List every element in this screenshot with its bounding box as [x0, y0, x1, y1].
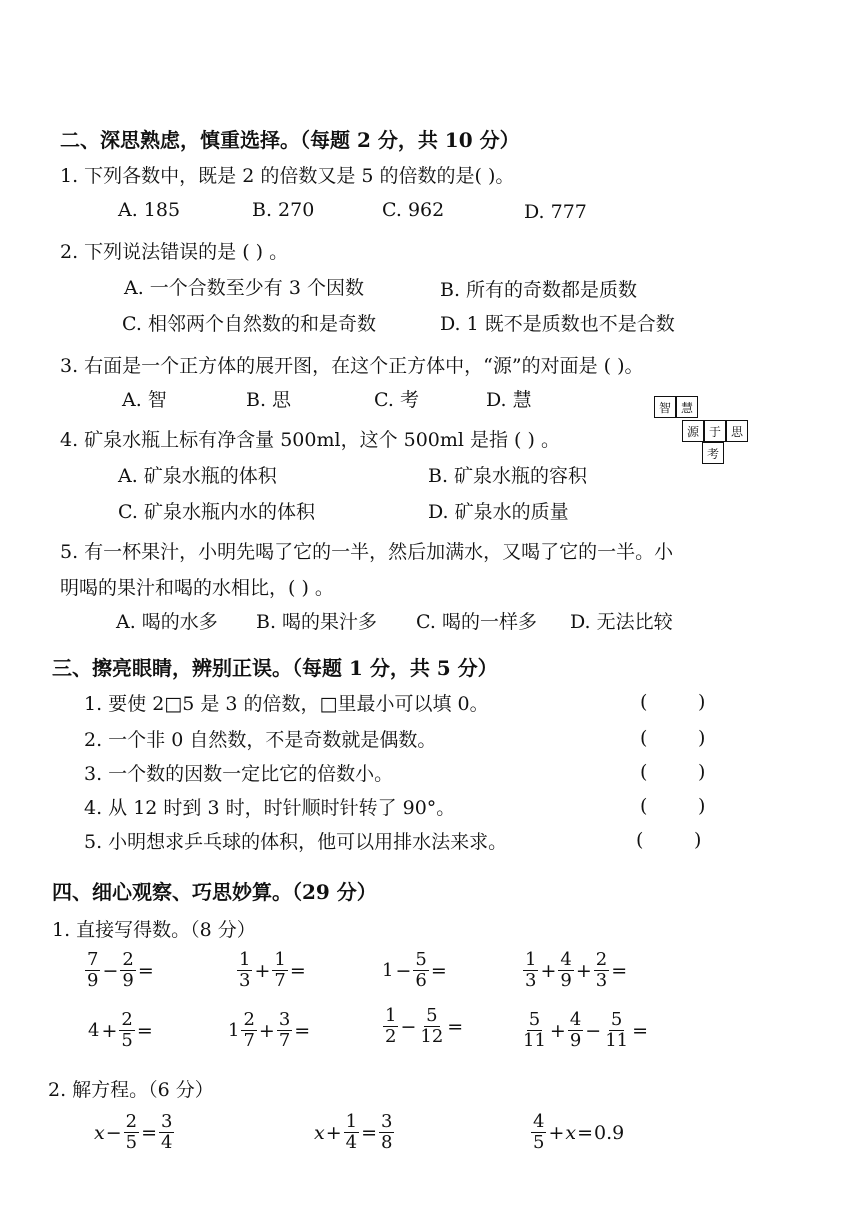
q4-option-a: A. 矿泉水瓶的体积 — [118, 465, 277, 487]
q1-option-d: D. 777 — [524, 201, 587, 223]
equals-sign: = — [137, 959, 154, 982]
judge-4-paren-left: ( — [640, 795, 648, 817]
whole-number: 1 — [382, 960, 394, 981]
question-4-stem: 4. 矿泉水瓶上标有净含量 500ml，这个 500ml 是指 ( ) 。 — [60, 429, 560, 451]
frac-den: 9 — [122, 970, 134, 991]
q3-option-a: A. 智 — [122, 389, 167, 411]
calc-r2c4 — [520, 1010, 649, 1051]
calc-r1c2 — [236, 950, 307, 991]
net-cell-si: 思 — [726, 420, 748, 442]
frac-den: 11 — [523, 1030, 546, 1051]
frac-num: 3 — [381, 1111, 393, 1132]
frac-den: 4 — [345, 1132, 358, 1153]
q3-option-c: C. 考 — [374, 389, 419, 411]
operator: + — [325, 1121, 342, 1144]
section-3-heading: 三、擦亮眼睛，辨别正误。（每题 1 分，共 5 分） — [52, 656, 498, 680]
judge-item-4: 4. 从 12 时到 3 时，时针顺时针转了 90°。 — [84, 797, 456, 819]
frac-num: 5 — [528, 1009, 541, 1030]
calc-r2c3 — [382, 1006, 464, 1047]
frac-num: 5 — [426, 1005, 438, 1026]
frac-num: 1 — [274, 949, 286, 970]
judge-1-paren-right: ) — [698, 691, 706, 713]
judge-5-paren-left: ( — [636, 829, 644, 851]
q2-option-b: B. 所有的奇数都是质数 — [440, 279, 638, 301]
frac-num: 5 — [610, 1009, 623, 1030]
solve-equation-subheading: 2. 解方程。（6 分） — [48, 1079, 214, 1101]
operator: − — [105, 1121, 122, 1144]
q5-option-a: A. 喝的水多 — [116, 611, 218, 633]
judge-2-paren-left: ( — [640, 727, 648, 749]
judge-item-2: 2. 一个非 0 自然数，不是奇数就是偶数。 — [84, 729, 437, 751]
q5-option-d: D. 无法比较 — [570, 611, 673, 633]
judge-3-paren-right: ) — [698, 761, 706, 783]
q4-option-b: B. 矿泉水瓶的容积 — [428, 465, 588, 487]
judge-item-1: 1. 要使 2□5 是 3 的倍数，□里最小可以填 0。 — [84, 693, 489, 715]
frac-den: 3 — [595, 970, 608, 991]
judge-item-5: 5. 小明想求乒乓球的体积，他可以用排水法来求。 — [84, 831, 508, 853]
frac-num: 5 — [415, 949, 427, 970]
frac-num: 4 — [533, 1111, 545, 1132]
cube-net-figure — [654, 396, 754, 468]
equals-sign: = — [141, 1121, 158, 1144]
variable-x: x — [565, 1121, 577, 1144]
q3-option-b: B. 思 — [246, 389, 292, 411]
frac-den: 2 — [385, 1026, 397, 1047]
operator: + — [548, 1121, 565, 1144]
operator: − — [395, 959, 412, 982]
frac-num: 2 — [595, 949, 608, 970]
frac-den: 12 — [420, 1026, 444, 1047]
q5-option-c: C. 喝的一样多 — [416, 611, 537, 633]
equals-sign: = — [294, 1019, 311, 1042]
frac-den: 8 — [381, 1132, 393, 1153]
frac-den: 7 — [278, 1030, 291, 1051]
operator: + — [540, 959, 557, 982]
question-2-stem: 2. 下列说法错误的是 ( ) 。 — [60, 241, 289, 263]
frac-num: 4 — [569, 1009, 582, 1030]
equals-sign: = — [632, 1019, 649, 1042]
equation-2 — [314, 1112, 395, 1153]
frac-den: 3 — [525, 970, 537, 991]
frac-num: 2 — [122, 949, 134, 970]
frac-den: 9 — [560, 970, 572, 991]
question-1-stem: 1. 下列各数中，既是 2 的倍数又是 5 的倍数的是( )。 — [60, 165, 515, 187]
q4-option-d: D. 矿泉水的质量 — [428, 501, 569, 523]
frac-den: 9 — [569, 1030, 582, 1051]
q2-option-a: A. 一个合数至少有 3 个因数 — [124, 277, 364, 299]
net-cell-kao: 考 — [702, 442, 724, 464]
equation-3 — [530, 1112, 624, 1153]
whole-number: 4 — [88, 1020, 100, 1041]
frac-den: 7 — [274, 970, 286, 991]
frac-den: 7 — [243, 1030, 255, 1051]
q2-option-c: C. 相邻两个自然数的和是奇数 — [122, 313, 376, 335]
operator: − — [102, 959, 119, 982]
equals-sign: = — [361, 1121, 378, 1144]
calc-r1c4 — [522, 950, 628, 991]
frac-num: 2 — [121, 1009, 133, 1030]
q2-option-d: D. 1 既不是质数也不是合数 — [440, 313, 675, 335]
net-cell-zhi: 智 — [654, 396, 676, 418]
equals-sign: = — [611, 959, 628, 982]
operator: + — [101, 1019, 118, 1042]
equals-sign: = — [447, 1015, 464, 1038]
net-cell-yu: 于 — [704, 420, 726, 442]
frac-num: 3 — [278, 1009, 291, 1030]
variable-x: x — [94, 1121, 105, 1144]
frac-den: 9 — [87, 970, 99, 991]
q1-option-c: C. 962 — [382, 199, 445, 221]
calc-r1c1 — [84, 950, 155, 991]
frac-den: 11 — [605, 1030, 629, 1051]
frac-num: 3 — [161, 1111, 173, 1132]
equals-sign: = — [577, 1121, 594, 1144]
q4-option-c: C. 矿泉水瓶内水的体积 — [118, 501, 315, 523]
frac-den: 5 — [121, 1030, 133, 1051]
section-2-heading: 二、深思熟虑，慎重选择。（每题 2 分，共 10 分） — [60, 128, 520, 152]
frac-num: 7 — [87, 949, 99, 970]
question-5-stem-line2: 明喝的果汁和喝的水相比，( ) 。 — [60, 577, 334, 599]
judge-3-paren-left: ( — [640, 761, 648, 783]
q1-option-b: B. 270 — [252, 199, 315, 221]
whole-number: 1 — [228, 1020, 240, 1041]
section-4-heading: 四、细心观察、巧思妙算。（29 分） — [52, 880, 377, 904]
operator: + — [549, 1019, 566, 1042]
frac-num: 1 — [239, 949, 251, 970]
q5-option-b: B. 喝的果汁多 — [256, 611, 378, 633]
frac-den: 5 — [125, 1132, 138, 1153]
question-5-stem-line1: 5. 有一杯果汁，小明先喝了它的一半，然后加满水，又喝了它的一半。小 — [60, 541, 674, 563]
frac-den: 4 — [161, 1132, 173, 1153]
equals-sign: = — [289, 959, 306, 982]
frac-num: 2 — [243, 1009, 255, 1030]
frac-den: 3 — [239, 970, 251, 991]
equation-rhs: 0.9 — [594, 1121, 625, 1144]
judge-5-paren-right: ) — [694, 829, 702, 851]
q3-option-d: D. 慧 — [486, 389, 532, 411]
equation-1 — [94, 1112, 175, 1153]
equals-sign: = — [430, 959, 447, 982]
direct-calc-subheading: 1. 直接写得数。（8 分） — [52, 919, 256, 941]
net-cell-hui: 慧 — [676, 396, 698, 418]
frac-den: 5 — [533, 1132, 545, 1153]
calc-r2c1 — [88, 1010, 154, 1051]
operator: + — [254, 959, 271, 982]
equals-sign: = — [136, 1019, 153, 1042]
operator: + — [575, 959, 592, 982]
operator: − — [400, 1015, 417, 1038]
question-3-stem: 3. 右面是一个正方体的展开图，在这个正方体中，“源”的对面是 ( )。 — [60, 355, 644, 377]
calc-r1c3 — [382, 950, 448, 991]
frac-num: 1 — [345, 1111, 358, 1132]
judge-item-3: 3. 一个数的因数一定比它的倍数小。 — [84, 763, 394, 785]
judge-2-paren-right: ) — [698, 727, 706, 749]
frac-num: 1 — [525, 949, 537, 970]
judge-4-paren-right: ) — [698, 795, 706, 817]
operator: − — [585, 1019, 602, 1042]
net-cell-yuan: 源 — [682, 420, 704, 442]
frac-num: 2 — [125, 1111, 138, 1132]
calc-r2c2 — [228, 1010, 311, 1051]
judge-1-paren-left: ( — [640, 691, 648, 713]
frac-num: 1 — [385, 1005, 397, 1026]
frac-num: 4 — [560, 949, 572, 970]
q1-option-a: A. 185 — [118, 199, 181, 221]
frac-den: 6 — [415, 970, 427, 991]
variable-x: x — [314, 1121, 325, 1144]
operator: + — [258, 1019, 275, 1042]
